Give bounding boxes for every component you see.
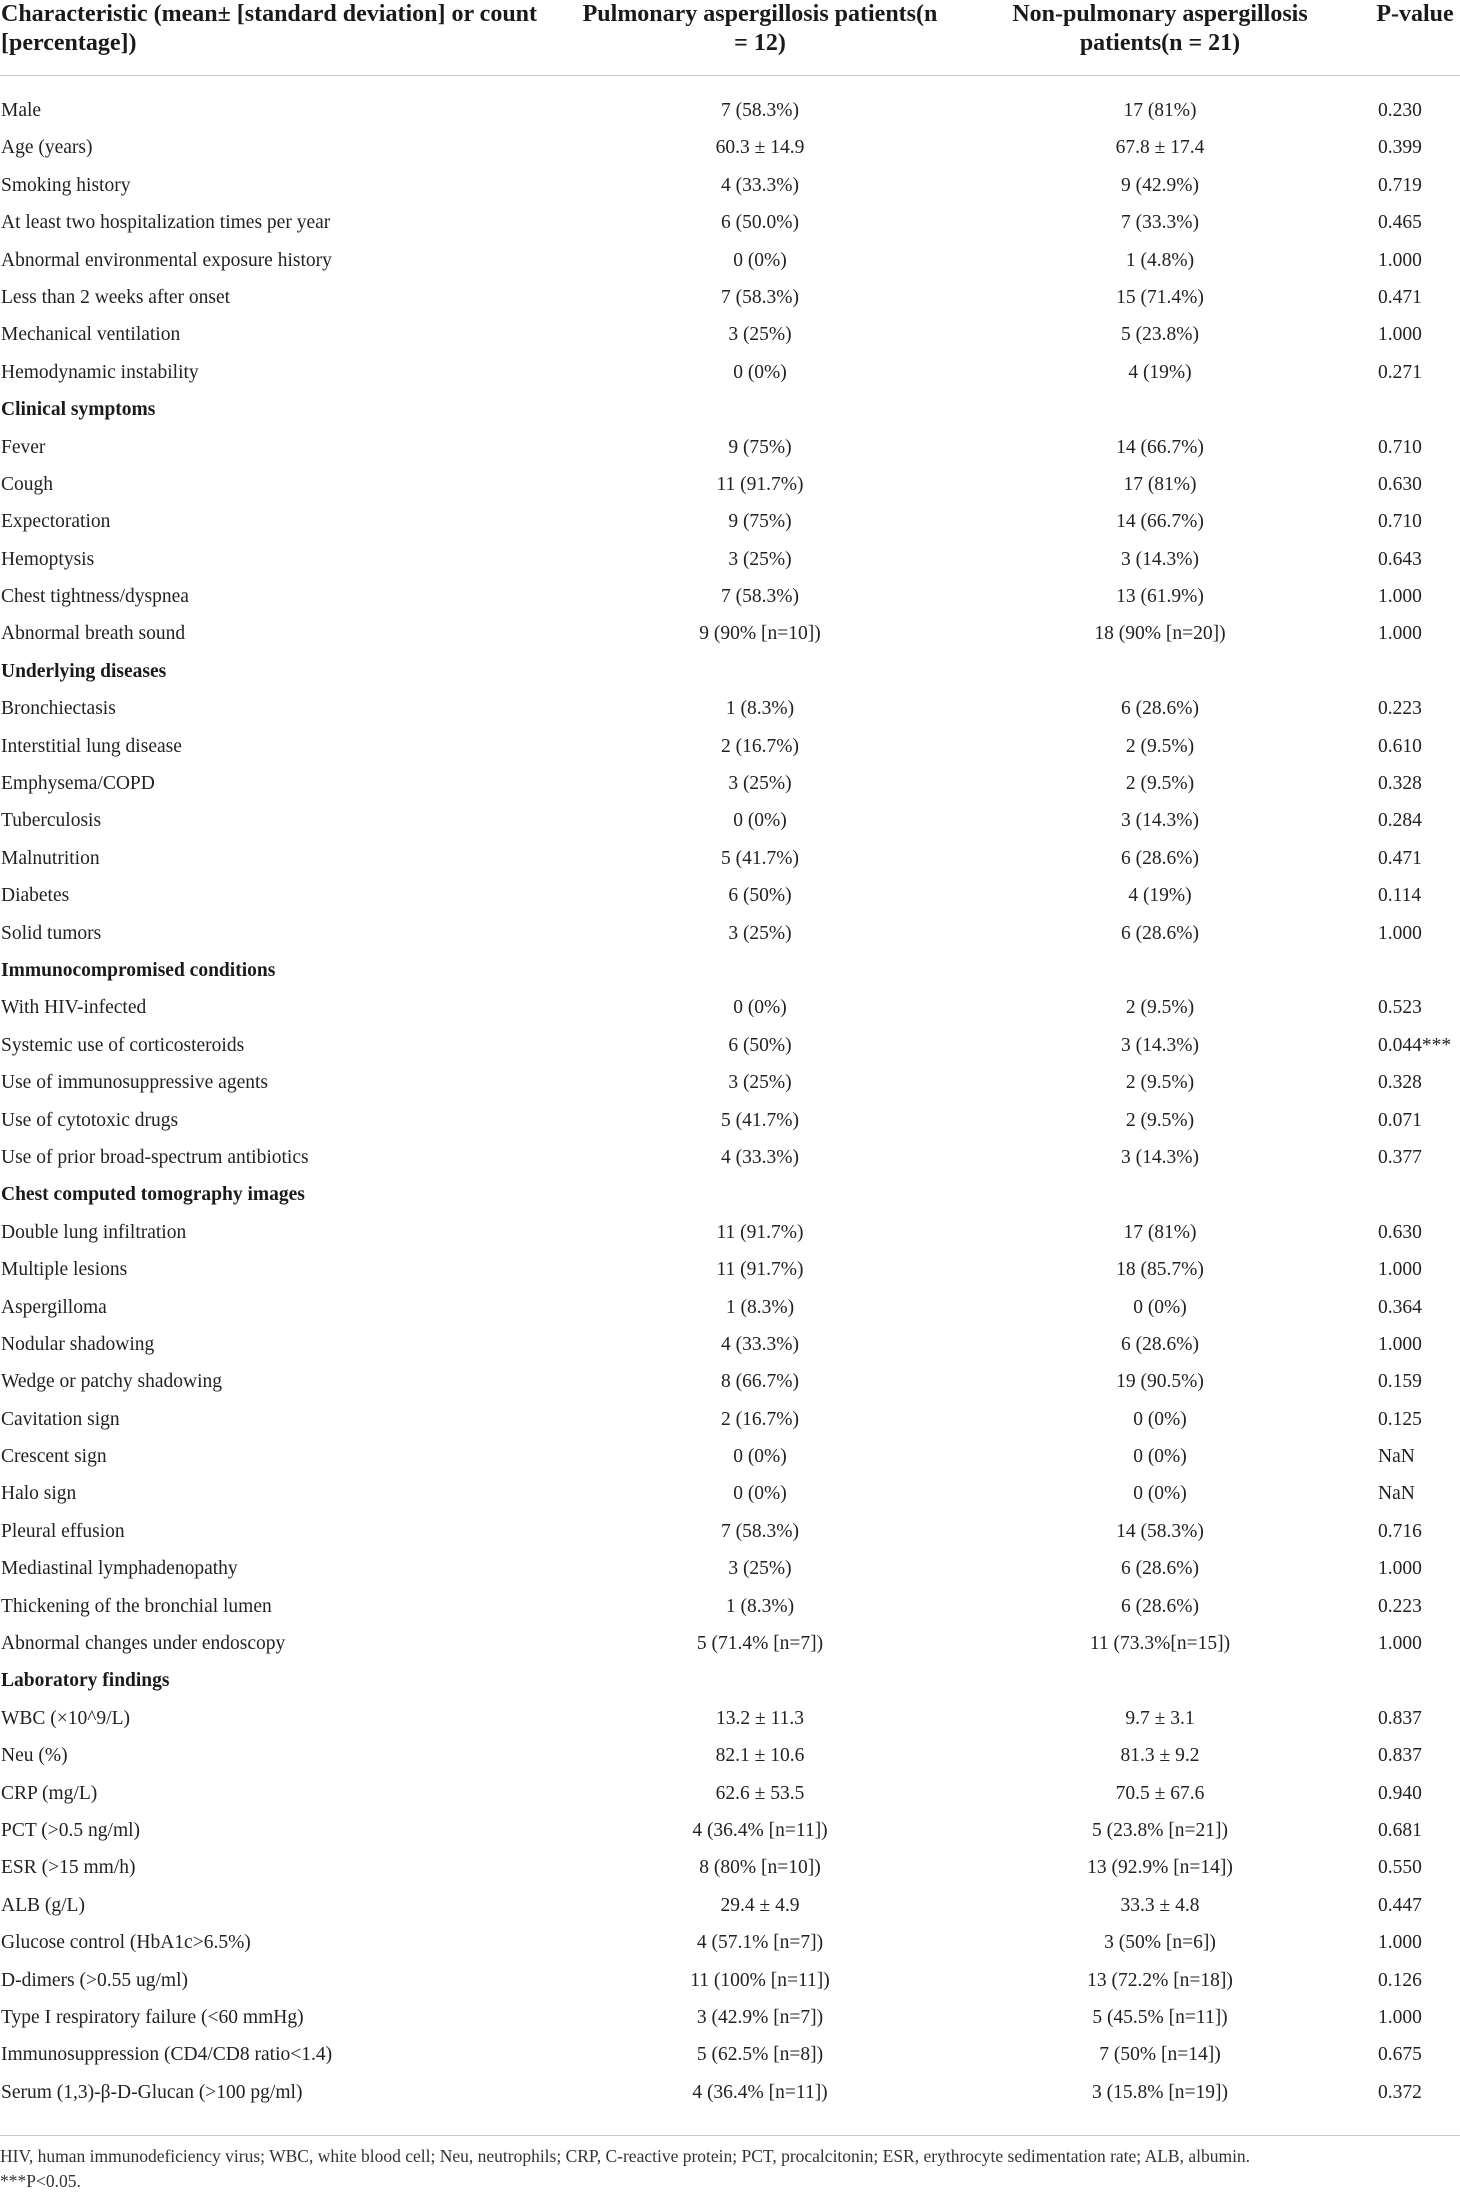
cell-non-pulmonary: 70.5 ± 67.6 (1115, 1782, 1205, 1804)
row-label: Immunocompromised conditions (1, 959, 276, 981)
cell-p-value: 0.447 (1378, 1894, 1422, 1916)
table-row (0, 354, 1460, 391)
table-row (0, 1999, 1460, 2036)
table-row (0, 1924, 1460, 1961)
cell-non-pulmonary: 6 (28.6%) (1121, 698, 1199, 720)
cell-pulmonary: 4 (33.3%) (721, 1333, 799, 1355)
table-row (0, 204, 1460, 241)
cell-pulmonary: 3 (25%) (728, 324, 792, 346)
cell-p-value: 1.000 (1378, 1333, 1422, 1355)
cell-non-pulmonary: 0 (0%) (1133, 1296, 1187, 1318)
table-row (0, 541, 1460, 578)
cell-p-value: 1.000 (1378, 2006, 1422, 2028)
cell-p-value: 0.125 (1378, 1408, 1422, 1430)
row-label: Mechanical ventilation (1, 324, 181, 346)
row-label: Abnormal changes under endoscopy (1, 1633, 286, 1655)
cell-non-pulmonary: 0 (0%) (1133, 1446, 1187, 1468)
row-label: Chest tightness/dyspnea (1, 586, 189, 608)
cell-non-pulmonary: 2 (9.5%) (1125, 1072, 1195, 1094)
row-label: Underlying diseases (1, 660, 167, 682)
cell-pulmonary: 0 (0%) (733, 1483, 787, 1505)
table-row (0, 1849, 1460, 1886)
cell-pulmonary: 9 (90% [n=10]) (699, 623, 821, 645)
row-label: With HIV-infected (1, 997, 147, 1019)
table-row (0, 1139, 1460, 1176)
cell-p-value: 0.523 (1378, 997, 1422, 1019)
header-pulmonary-group: Pulmonary aspergillosis patients(n = 12) (582, 1, 938, 56)
row-label: Serum (1,3)-β-D-Glucan (>100 pg/ml) (1, 2081, 303, 2103)
table-row (0, 1102, 1460, 1139)
cell-non-pulmonary: 14 (66.7%) (1116, 436, 1204, 458)
cell-non-pulmonary: 0 (0%) (1133, 1408, 1187, 1430)
table-row (0, 728, 1460, 765)
row-label: Use of prior broad-spectrum antibiotics (1, 1146, 309, 1168)
table-row (0, 1326, 1460, 1363)
cell-pulmonary: 60.3 ± 14.9 (715, 137, 805, 159)
cell-p-value: 0.044*** (1378, 1034, 1452, 1056)
cell-non-pulmonary: 3 (50% [n=6]) (1104, 1932, 1216, 1954)
row-label: Interstitial lung disease (1, 735, 182, 757)
row-label: Male (1, 100, 42, 121)
cell-pulmonary: 5 (71.4% [n=7]) (696, 1633, 824, 1655)
cell-p-value: 0.471 (1378, 847, 1422, 869)
cell-non-pulmonary: 2 (9.5%) (1125, 773, 1195, 795)
cell-pulmonary: 0 (0%) (733, 997, 787, 1019)
cell-non-pulmonary: 17 (81%) (1123, 473, 1197, 495)
table-row (0, 1588, 1460, 1625)
section-header-row (0, 952, 1460, 989)
cell-non-pulmonary: 9.7 ± 3.1 (1125, 1707, 1195, 1729)
cell-pulmonary: 4 (33.3%) (721, 1146, 799, 1168)
cell-pulmonary: 11 (91.7%) (716, 1221, 804, 1243)
cell-pulmonary: 6 (50%) (728, 885, 792, 907)
cell-p-value: NaN (1378, 1483, 1415, 1505)
cell-pulmonary: 2 (16.7%) (721, 1408, 799, 1430)
cell-p-value: 0.465 (1378, 212, 1422, 234)
cell-p-value: 0.681 (1378, 1819, 1422, 1841)
table-row (0, 2074, 1460, 2111)
cell-pulmonary: 62.6 ± 53.5 (715, 1782, 805, 1804)
row-label: Emphysema/COPD (1, 773, 155, 795)
row-label: Malnutrition (1, 847, 100, 869)
cell-non-pulmonary: 14 (58.3%) (1116, 1520, 1204, 1542)
cell-non-pulmonary: 18 (85.7%) (1116, 1259, 1204, 1281)
table-footnotes (0, 2135, 1460, 2194)
cell-pulmonary: 3 (42.9% [n=7]) (696, 2006, 824, 2028)
cell-non-pulmonary: 1 (4.8%) (1125, 249, 1195, 271)
cell-p-value: 0.550 (1378, 1857, 1422, 1879)
cell-p-value: 1.000 (1378, 249, 1422, 271)
cell-p-value: 0.399 (1378, 137, 1422, 159)
cell-p-value: 0.630 (1378, 1221, 1422, 1243)
row-label: Tuberculosis (1, 810, 102, 832)
header-characteristic: Characteristic (mean± [standard deviation] or count [percentage]) (1, 1, 538, 56)
table-row (0, 2036, 1460, 2073)
cell-pulmonary: 8 (80% [n=10]) (699, 1857, 821, 1879)
cell-p-value: 0.643 (1378, 548, 1422, 570)
table-row (0, 466, 1460, 503)
cell-non-pulmonary: 18 (90% [n=20]) (1094, 623, 1226, 645)
cell-non-pulmonary: 19 (90.5%) (1116, 1371, 1204, 1393)
cell-p-value: 0.271 (1378, 361, 1422, 383)
cell-p-value: 0.719 (1378, 174, 1422, 196)
row-label: Cough (1, 473, 54, 495)
row-label: D-dimers (>0.55 ug/ml) (1, 1969, 189, 1991)
cell-non-pulmonary: 4 (19%) (1128, 361, 1192, 383)
cell-non-pulmonary: 9 (42.9%) (1121, 174, 1199, 196)
table-row (0, 1550, 1460, 1587)
table-row (0, 615, 1460, 652)
section-header-row (0, 1176, 1460, 1213)
cell-non-pulmonary: 13 (92.9% [n=14]) (1087, 1857, 1233, 1879)
table-row (0, 1027, 1460, 1064)
cell-non-pulmonary: 11 (73.3%[n=15]) (1089, 1633, 1231, 1655)
cell-non-pulmonary: 0 (0%) (1133, 1483, 1187, 1505)
cell-non-pulmonary: 4 (19%) (1128, 885, 1192, 907)
row-label: Use of immunosuppressive agents (1, 1072, 269, 1094)
cell-p-value: 0.377 (1378, 1146, 1422, 1168)
cell-pulmonary: 5 (41.7%) (721, 1109, 799, 1131)
table-body (0, 92, 1460, 2111)
cell-p-value: 0.071 (1378, 1109, 1422, 1131)
cell-non-pulmonary: 2 (9.5%) (1125, 735, 1195, 757)
cell-p-value: 1.000 (1378, 586, 1422, 608)
table-row (0, 1438, 1460, 1475)
table-row (0, 840, 1460, 877)
cell-p-value: 0.126 (1378, 1969, 1422, 1991)
cell-non-pulmonary: 5 (45.5% [n=11]) (1092, 2006, 1228, 2028)
section-header-row (0, 653, 1460, 690)
cell-pulmonary: 8 (66.7%) (721, 1371, 799, 1393)
cell-pulmonary: 6 (50%) (728, 1034, 792, 1056)
cell-pulmonary: 3 (25%) (728, 773, 792, 795)
cell-p-value: 1.000 (1378, 1932, 1422, 1954)
cell-pulmonary: 7 (58.3%) (721, 586, 799, 608)
table-row (0, 877, 1460, 914)
row-label: Expectoration (1, 511, 111, 533)
cell-pulmonary: 0 (0%) (733, 361, 787, 383)
row-label: Laboratory findings (1, 1670, 170, 1692)
table-row (0, 1737, 1460, 1774)
section-header-row (0, 391, 1460, 428)
cell-pulmonary: 1 (8.3%) (725, 1595, 795, 1617)
row-label: Pleural effusion (1, 1520, 125, 1542)
cell-pulmonary: 4 (36.4% [n=11]) (692, 1819, 828, 1841)
table-row (0, 690, 1460, 727)
cell-non-pulmonary: 5 (23.8%) (1121, 324, 1199, 346)
cell-p-value: 0.940 (1378, 1782, 1422, 1804)
table-row (0, 316, 1460, 353)
table-row (0, 1064, 1460, 1101)
cell-p-value: 0.372 (1378, 2081, 1422, 2103)
cell-non-pulmonary: 3 (14.3%) (1121, 810, 1199, 832)
cell-non-pulmonary: 13 (61.9%) (1116, 586, 1204, 608)
table-row (0, 1962, 1460, 1999)
table-row (0, 92, 1460, 129)
table-row (0, 167, 1460, 204)
cell-p-value: 0.284 (1378, 810, 1422, 832)
cell-p-value: 0.223 (1378, 698, 1422, 720)
cell-non-pulmonary: 5 (23.8% [n=21]) (1091, 1819, 1229, 1841)
cell-pulmonary: 9 (75%) (728, 436, 792, 458)
cell-pulmonary: 13.2 ± 11.3 (716, 1707, 804, 1729)
table-row (0, 1214, 1460, 1251)
header-non-pulmonary-group: Non-pulmonary aspergillosis patients(n = 21) (1012, 1, 1308, 56)
table-row (0, 802, 1460, 839)
cell-p-value: 0.837 (1378, 1707, 1422, 1729)
cell-non-pulmonary: 6 (28.6%) (1121, 847, 1199, 869)
cell-pulmonary: 9 (75%) (728, 511, 792, 533)
footnote-abbreviations: HIV, human immunodeficiency virus; WBC, white blood cell; Neu, neutrophils; CRP, C-reactive protein; PCT, procalcitonin; ESR, erythrocyte sedimentation rate; ALB, albumin. (0, 2146, 1251, 2166)
cell-p-value: 1.000 (1378, 1259, 1422, 1281)
row-label: Glucose control (HbA1c>6.5%) (1, 1932, 251, 1954)
cell-non-pulmonary: 6 (28.6%) (1121, 1595, 1199, 1617)
cell-pulmonary: 2 (16.7%) (721, 735, 799, 757)
cell-non-pulmonary: 3 (15.8% [n=19]) (1091, 2081, 1229, 2103)
cell-p-value: 0.471 (1378, 286, 1422, 308)
row-label: At least two hospitalization times per year (1, 212, 331, 234)
table-row (0, 989, 1460, 1026)
cell-pulmonary: 11 (91.7%) (716, 1259, 804, 1281)
cell-pulmonary: 1 (8.3%) (725, 1296, 795, 1318)
row-label: Neu (%) (1, 1745, 68, 1767)
table-row (0, 1289, 1460, 1326)
header-p-value: P-value (1376, 1, 1454, 27)
table-row (0, 1625, 1460, 1662)
cell-pulmonary: 11 (100% [n=11]) (690, 1969, 830, 1991)
row-label: WBC (×10^9/L) (1, 1707, 131, 1729)
cell-p-value: 0.364 (1378, 1296, 1422, 1318)
cell-p-value: 0.630 (1378, 473, 1422, 495)
row-label: PCT (>0.5 ng/ml) (1, 1819, 141, 1841)
table-row (0, 765, 1460, 802)
cell-pulmonary: 6 (50.0%) (721, 212, 799, 234)
row-label: Multiple lesions (1, 1259, 128, 1281)
cell-non-pulmonary: 6 (28.6%) (1121, 922, 1199, 944)
cell-non-pulmonary: 7 (50% [n=14]) (1099, 2044, 1221, 2066)
cell-non-pulmonary: 33.3 ± 4.8 (1120, 1894, 1200, 1916)
cell-p-value: 0.610 (1378, 735, 1422, 757)
cell-non-pulmonary: 6 (28.6%) (1121, 1558, 1199, 1580)
cell-p-value: 1.000 (1378, 1633, 1422, 1655)
cell-non-pulmonary: 7 (33.3%) (1121, 212, 1199, 234)
row-label: Use of cytotoxic drugs (1, 1109, 179, 1131)
cell-p-value: 1.000 (1378, 324, 1422, 346)
row-label: Smoking history (1, 174, 131, 196)
row-label: Clinical symptoms (1, 399, 156, 421)
cell-pulmonary: 0 (0%) (733, 1446, 787, 1468)
row-label: Abnormal environmental exposure history (1, 249, 332, 271)
table-row (0, 578, 1460, 615)
cell-pulmonary: 4 (57.1% [n=7]) (696, 1932, 824, 1954)
row-label: Hemoptysis (1, 548, 95, 570)
row-label: Nodular shadowing (1, 1333, 155, 1355)
cell-pulmonary: 4 (36.4% [n=11]) (692, 2081, 828, 2103)
row-label: Solid tumors (1, 922, 102, 944)
cell-pulmonary: 0 (0%) (733, 249, 787, 271)
table-row (0, 1513, 1460, 1550)
cell-p-value: 1.000 (1378, 623, 1422, 645)
row-label: Abnormal breath sound (1, 623, 186, 645)
cell-non-pulmonary: 81.3 ± 9.2 (1120, 1745, 1200, 1767)
table-row (0, 1812, 1460, 1849)
cell-pulmonary: 11 (91.7%) (716, 473, 804, 495)
cell-p-value: 0.223 (1378, 1595, 1422, 1617)
cell-pulmonary: 7 (58.3%) (721, 1520, 799, 1542)
cell-pulmonary: 0 (0%) (733, 810, 787, 832)
cell-pulmonary: 5 (41.7%) (721, 847, 799, 869)
cell-pulmonary: 7 (58.3%) (721, 100, 799, 121)
section-header-row (0, 1662, 1460, 1699)
table-header (0, 0, 1460, 76)
cell-non-pulmonary: 3 (14.3%) (1121, 548, 1199, 570)
table-row (0, 915, 1460, 952)
cell-p-value: 0.159 (1378, 1371, 1422, 1393)
cell-p-value: 0.710 (1378, 436, 1422, 458)
row-label: Immunosuppression (CD4/CD8 ratio<1.4) (1, 2044, 333, 2066)
row-label: Bronchiectasis (1, 698, 116, 720)
table-row (0, 503, 1460, 540)
cell-non-pulmonary: 13 (72.2% [n=18]) (1087, 1969, 1233, 1991)
row-label: ESR (>15 mm/h) (1, 1857, 136, 1879)
table-row (0, 429, 1460, 466)
row-label: CRP (mg/L) (1, 1782, 98, 1804)
table-row (0, 1401, 1460, 1438)
footnote-significance: ***P<0.05. (0, 2171, 81, 2191)
cell-non-pulmonary: 17 (81%) (1123, 100, 1197, 121)
cell-p-value: 0.837 (1378, 1745, 1422, 1767)
cell-p-value: 0.114 (1378, 885, 1422, 907)
table-row (0, 1775, 1460, 1812)
row-label: Diabetes (1, 885, 70, 907)
row-label: Thickening of the bronchial lumen (1, 1595, 272, 1617)
cell-pulmonary: 3 (25%) (728, 1072, 792, 1094)
row-label: Crescent sign (1, 1446, 107, 1468)
table-row (0, 1363, 1460, 1400)
row-label: Systemic use of corticosteroids (1, 1034, 245, 1056)
cell-p-value: NaN (1378, 1446, 1415, 1468)
cell-pulmonary: 5 (62.5% [n=8]) (696, 2044, 824, 2066)
cell-p-value: 0.675 (1378, 2044, 1422, 2066)
table-row (0, 129, 1460, 166)
row-label: Age (years) (1, 137, 93, 159)
cell-non-pulmonary: 3 (14.3%) (1121, 1146, 1199, 1168)
cell-non-pulmonary: 15 (71.4%) (1116, 286, 1204, 308)
cell-non-pulmonary: 2 (9.5%) (1125, 1109, 1195, 1131)
table-row (0, 1887, 1460, 1924)
row-label: Less than 2 weeks after onset (1, 286, 231, 308)
cell-non-pulmonary: 2 (9.5%) (1125, 997, 1195, 1019)
cell-p-value: 1.000 (1378, 922, 1422, 944)
table-row (0, 1475, 1460, 1512)
cell-pulmonary: 3 (25%) (728, 1558, 792, 1580)
row-label: Double lung infiltration (1, 1221, 187, 1243)
row-label: Cavitation sign (1, 1408, 120, 1430)
cell-pulmonary: 7 (58.3%) (721, 286, 799, 308)
row-label: Wedge or patchy shadowing (1, 1371, 222, 1393)
cell-p-value: 0.716 (1378, 1520, 1422, 1542)
cell-pulmonary: 1 (8.3%) (725, 698, 795, 720)
cell-p-value: 0.710 (1378, 511, 1422, 533)
cell-non-pulmonary: 6 (28.6%) (1121, 1333, 1199, 1355)
cell-p-value: 0.328 (1378, 1072, 1422, 1094)
cell-non-pulmonary: 67.8 ± 17.4 (1115, 137, 1205, 159)
cell-non-pulmonary: 3 (14.3%) (1121, 1034, 1199, 1056)
row-label: Aspergilloma (1, 1296, 107, 1318)
cell-pulmonary: 3 (25%) (728, 548, 792, 570)
cell-pulmonary: 29.4 ± 4.9 (720, 1894, 800, 1916)
row-label: Chest computed tomography images (1, 1184, 305, 1206)
cell-non-pulmonary: 14 (66.7%) (1116, 511, 1204, 533)
cell-pulmonary: 3 (25%) (728, 922, 792, 944)
table-row (0, 1700, 1460, 1737)
row-label: ALB (g/L) (1, 1894, 85, 1916)
cell-p-value: 1.000 (1378, 1558, 1422, 1580)
row-label: Type I respiratory failure (<60 mmHg) (1, 2006, 304, 2028)
row-label: Halo sign (1, 1483, 77, 1505)
cell-p-value: 0.328 (1378, 773, 1422, 795)
table-row (0, 279, 1460, 316)
cell-pulmonary: 4 (33.3%) (721, 174, 799, 196)
table-row (0, 242, 1460, 279)
cell-pulmonary: 82.1 ± 10.6 (715, 1745, 805, 1767)
row-label: Fever (1, 436, 46, 458)
row-label: Mediastinal lymphadenopathy (1, 1558, 238, 1580)
cell-non-pulmonary: 17 (81%) (1123, 1221, 1197, 1243)
table-row (0, 1251, 1460, 1288)
row-label: Hemodynamic instability (1, 361, 199, 383)
cell-p-value: 0.230 (1378, 100, 1422, 121)
